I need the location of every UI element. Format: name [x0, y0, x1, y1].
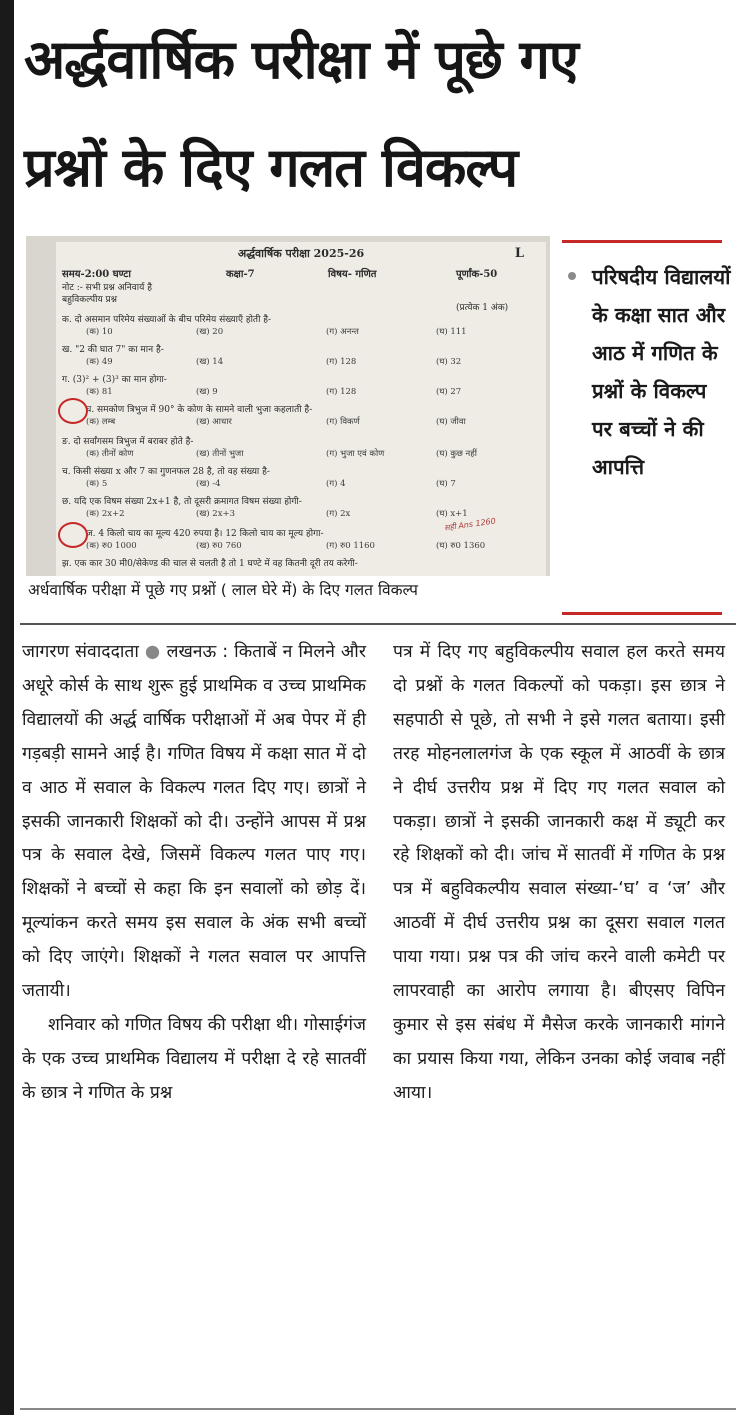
question-nga-option: (क) तीनों कोण — [86, 449, 134, 459]
question-gha: घ. समकोण त्रिभुज में 90° के कोण के सामने वाली भुजा कहलाती है- — [86, 405, 313, 415]
question-chha: छ. यदि एक विषम संख्या 2x+1 है, तो दूसरी क्रमागत विषम संख्या होगी- — [62, 497, 302, 507]
exam-question-paper — [56, 242, 546, 576]
article-text: किताबें न मिलने और अधूरे कोर्स के साथ शुरू हुई प्राथमिक व उच्च प्राथमिक विद्यालयों की अर्द्ध वार्षिक परीक्षाओं में अब पेपर में ही गड़बड़ी सामने आई है। गणित विषय में कक्षा सात में दो व आठ में सवाल के विकल्प गलत दिए गए। छात्रों ने इसकी जानकारी शिक्षकों को दी। उन्होंने आपस में प्रश्न पत्र के सवाल देखे, जिसमें विकल्प गलत पाए गए। शिक्षकों ने बच्चों से कहा कि इन सवालों को छोड़ दें। मूल्यांकन करते समय इस सवाल के अंक सभी बच्चों को दिए जाएंगे। शिक्षकों ने गलत सवाल पर आपत्ति जतायी। — [22, 642, 366, 1002]
paper-title: अर्द्धवार्षिक परीक्षा 2025-26 — [237, 247, 365, 260]
question-jha: झ. एक कार 30 मी0/सेकेण्ड की चाल से चलती है तो 1 घण्टे में वह कितनी दूरी तय करेगी- — [62, 559, 358, 569]
question-ka-option: (ग) अनन्त — [326, 327, 359, 337]
question-chha-option: (ख) 2x+3 — [196, 509, 236, 519]
question-ka: क. दो असमान परिमेय संख्याओं के बीच परिमेय संख्याएँ होती है- — [62, 315, 272, 325]
question-ga-option: (ख) 9 — [196, 387, 218, 397]
paper-each-mark: (प्रत्येक 1 अंक) — [456, 303, 509, 313]
byline-name: जागरण संवाददाता — [22, 642, 139, 662]
question-chha-option: (क) 2x+2 — [86, 509, 125, 519]
question-chha-option: (घ) x+1 — [436, 509, 468, 519]
paper-subject: विषय- गणित — [328, 269, 377, 280]
byline-separator-icon: ● — [144, 642, 167, 662]
question-cha-option: (ख) -4 — [196, 479, 221, 489]
question-ja-option: (क) रु0 1000 — [86, 541, 137, 551]
article-column-1 — [22, 636, 366, 1111]
sidebar-bottom-rule — [562, 612, 722, 615]
question-kha-option: (घ) 32 — [436, 357, 462, 367]
question-ja-option: (घ) रु0 1360 — [436, 541, 486, 551]
article-column-2 — [393, 636, 725, 1111]
exam-paper-photo — [26, 236, 550, 576]
sidebar-top-rule — [562, 240, 722, 243]
question-kha-option: (क) 49 — [86, 357, 113, 367]
page-left-margin-bar — [0, 0, 14, 1415]
question-kha-option: (ख) 14 — [196, 357, 224, 367]
headline-line-2: प्रश्नों के दिए गलत विकल्प — [24, 136, 518, 199]
red-circle-question-gha — [58, 398, 88, 424]
paper-section: बहुविकल्पीय प्रश्न — [62, 295, 118, 305]
question-ka-option: (ख) 20 — [196, 327, 224, 337]
photo-caption: अर्धवार्षिक परीक्षा में पूछे गए प्रश्नों ( लाल घेरे में) के दिए गलत विकल्प — [28, 581, 418, 599]
question-cha: च. किसी संख्या x और 7 का गुणनफल 28 है, तो वह संख्या है- — [62, 467, 270, 477]
bottom-rule — [20, 1408, 736, 1410]
question-nga-option: (ख) तीनों भुजा — [196, 449, 244, 459]
byline-place: लखनऊ : — [166, 642, 229, 662]
question-kha-option: (ग) 128 — [326, 357, 357, 367]
question-gha-option: (क) लम्ब — [86, 417, 116, 427]
bullet-dot-icon — [568, 272, 576, 280]
question-nga-option: (घ) कुछ नहीं — [436, 449, 477, 459]
question-ja: ज. 4 किलो चाय का मूल्य 420 रुपया है। 12 किलो चाय का मूल्य होगा- — [86, 529, 324, 539]
question-gha-option: (घ) जीवा — [436, 417, 466, 427]
question-nga: ङ. दो सर्वांगसम त्रिभुज में बराबर होते है- — [62, 437, 194, 447]
question-ga-option: (क) 81 — [86, 387, 113, 397]
section-divider — [20, 623, 736, 625]
article-paragraph: पत्र में दिए गए बहुविकल्पीय सवाल हल करते समय दो प्रश्नों के गलत विकल्पों को पकड़ा। इस छात्र ने सहपाठी से पूछे, तो सभी ने इसे गलत बताया। इसी तरह मोहनलालगंज के एक स्कूल में आठवीं के छात्र ने दीर्घ उत्तरीय प्रश्न में दिए गए गलत सवाल को पकड़ा। छात्रों ने इसकी जानकारी कक्ष में ड्यूटी कर रहे शिक्षकों को दी। जांच में सातवीं में गणित के प्रश्न पत्र में बहुविकल्पीय सवाल संख्या-‘घ’ व ‘ज’ और आठवीं में दीर्घ उत्तरीय प्रश्न का दूसरा सवाल गलत पाया गया। प्रश्न पत्र की जांच करने वाली कमेटी पर लापरवाही का आरोप लगाया है। बीएसए विपिन कुमार से इस संबंध में मैसेज करके जानकारी मांगने का प्रयास किया गया, लेकिन उनका कोई जवाब नहीं आया। — [393, 642, 725, 1103]
question-gha-option: (ख) आधार — [196, 417, 232, 427]
question-cha-option: (ग) 4 — [326, 479, 346, 489]
question-ka-option: (घ) 111 — [436, 327, 467, 337]
headline — [24, 6, 744, 222]
question-nga-option: (ग) भुजा एवं कोण — [326, 449, 385, 459]
question-chha-option: (ग) 2x — [326, 509, 351, 519]
question-ka-option: (क) 10 — [86, 327, 113, 337]
question-ga: ग. (3)² + (3)³ का मान होगा- — [62, 375, 167, 385]
paper-full-marks: पूर्णांक-50 — [456, 269, 498, 280]
paper-time: समय-2:00 घण्टा — [62, 269, 131, 280]
paper-mark-letter: L — [514, 246, 524, 261]
question-ja-option: (ख) रु0 760 — [196, 541, 242, 551]
paper-note: नोट :- सभी प्रश्न अनिवार्य है — [62, 283, 153, 293]
question-ga-option: (ग) 128 — [326, 387, 357, 397]
sidebar-highlight-text: परिषदीय विद्यालयों के कक्षा सात और आठ में गणित के प्रश्नों के विकल्प पर बच्चों ने की आपत्ति — [592, 265, 731, 479]
question-cha-option: (क) 5 — [86, 479, 108, 489]
question-gha-option: (ग) विकर्ण — [326, 417, 360, 427]
article-paragraph: शनिवार को गणित विषय की परीक्षा थी। गोसाईगंज के एक उच्च प्राथमिक विद्यालय में परीक्षा दे रहे सातवीं के छात्र ने गणित के प्रश्न — [22, 1014, 366, 1103]
question-ja-option: (ग) रु0 1160 — [326, 541, 375, 551]
red-circle-question-ja — [58, 522, 88, 548]
handwritten-correct-answer: सही Ans 1260 — [443, 516, 497, 533]
article-paragraph — [22, 636, 366, 1009]
question-cha-option: (घ) 7 — [436, 479, 456, 489]
question-ga-option: (घ) 27 — [436, 387, 462, 397]
paper-class: कक्षा-7 — [226, 269, 255, 280]
question-kha: ख. "2 की घात 7" का मान है- — [62, 345, 164, 355]
headline-line-1: अर्द्धवार्षिक परीक्षा में पूछे गए — [24, 28, 578, 91]
